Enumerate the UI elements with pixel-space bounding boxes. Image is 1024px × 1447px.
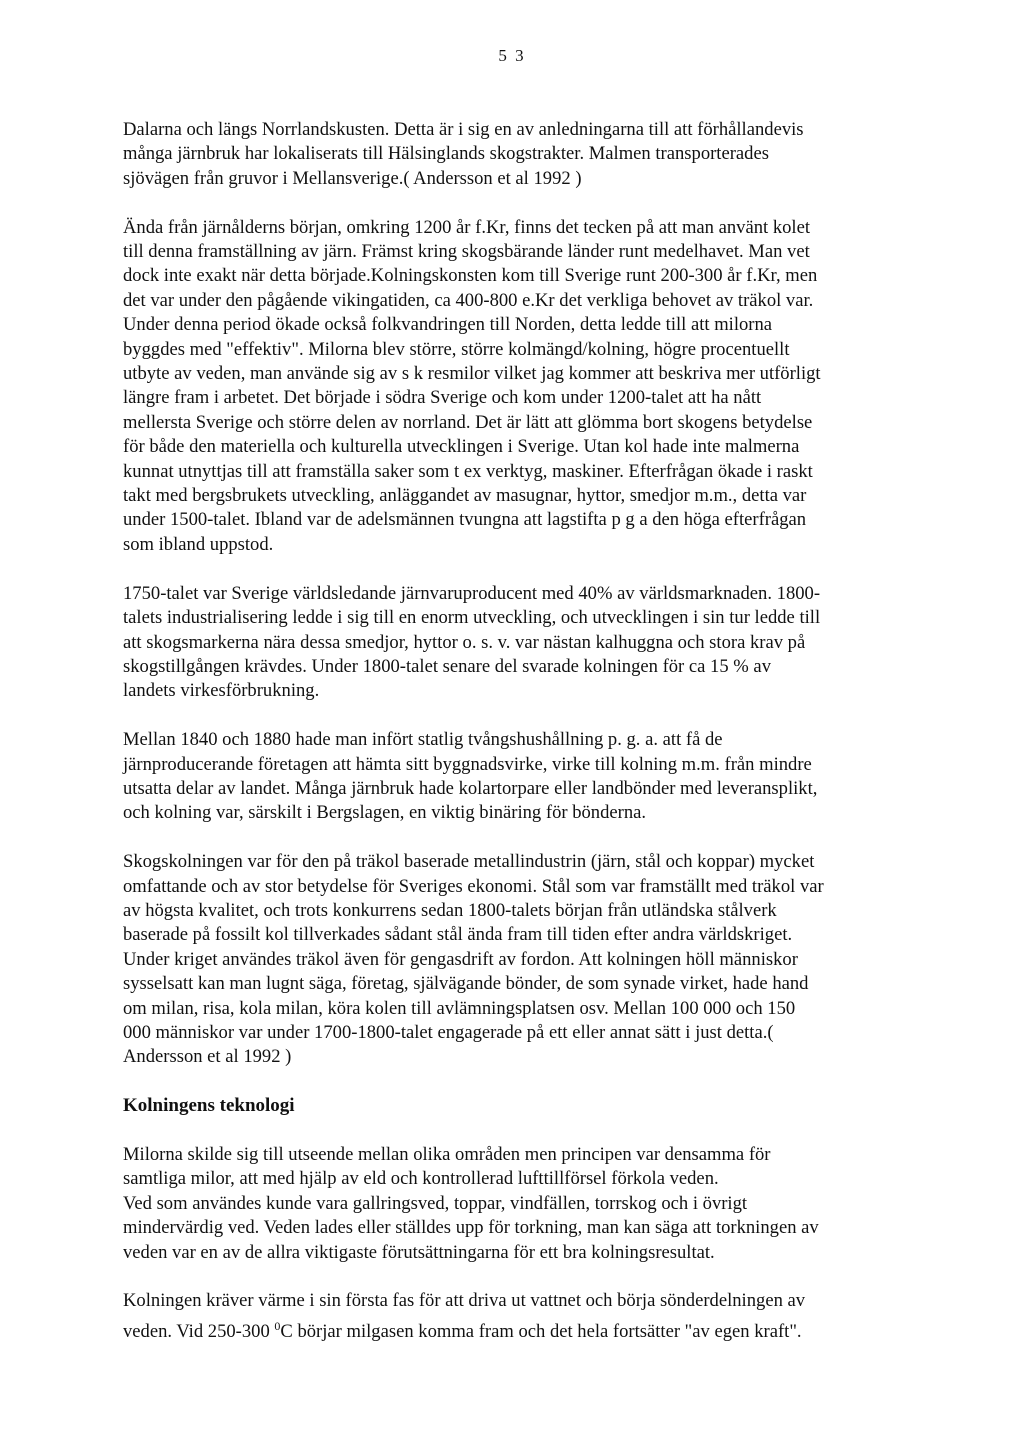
text-line: mindervärdig ved. Veden lades eller ställdes upp för torkning, man kan säga att torkningen av xyxy=(123,1217,819,1239)
text-line: kunnat utnyttjas till att framställa saker som t ex verktyg, maskiner. Efterfrågan ökade i raskt xyxy=(123,460,813,482)
text-line: Mellan 1840 och 1880 hade man infört statlig tvångshushållning p. g. a. att få de xyxy=(123,729,723,751)
paragraph-7 xyxy=(123,1289,913,1344)
text-line: att skogsmarkerna nära dessa smedjor, hyttor o. s. v. var nästan kalhuggna och stora krav på xyxy=(123,631,806,653)
text-line: utsatta delar av landet. Många järnbruk hade kolartorpare eller landbönder med leveransplikt, xyxy=(123,777,818,799)
text-line: dock inte exakt när detta började.Kolningskonsten kom till Sverige runt 200-300 år f.Kr, men xyxy=(123,265,818,287)
paragraph-1 xyxy=(123,118,913,191)
text-line: av högsta kvalitet, och trots konkurrens sedan 1800-talets början från utländska stålverk xyxy=(123,899,777,921)
text-line: byggdes med "effektiv". Milorna blev större, större kolmängd/kolning, högre procentuellt xyxy=(123,338,790,360)
text-line: mellersta Sverige och större delen av norrland. Det är lätt att glömma bort skogens betydelse xyxy=(123,411,813,433)
text-line: Andersson et al 1992 ) xyxy=(123,1046,292,1068)
text-line: landets virkesförbrukning. xyxy=(123,680,320,702)
text-line: talets industrialisering ledde i sig till en enorm utveckling, och utvecklingen i sin tur ledde till xyxy=(123,607,821,629)
degree-superscript: 0 xyxy=(274,1318,281,1333)
text-line: Milorna skilde sig till utseende mellan olika områden men principen var densamma för xyxy=(123,1143,771,1165)
text-line: samtliga milor, att med hjälp av eld och kontrollerad lufttillförsel förkola veden. xyxy=(123,1168,719,1190)
text-line: sysselsatt kan man lugnt säga, företag, självägande bönder, de som synade virket, hade hand xyxy=(123,973,809,995)
paragraph-4 xyxy=(123,728,913,826)
text-line: järnproducerande företagen att hämta sitt byggnadsvirke, virke till kolning m.m. från mindre xyxy=(123,753,812,775)
text-line: längre fram i arbetet. Det började i södra Sverige och kom under 1200-talet att ha nått xyxy=(123,387,762,409)
text-line: 1750-talet var Sverige världsledande järnvaruproducent med 40% av världsmarknaden. 1800- xyxy=(123,582,821,604)
document-body xyxy=(123,118,913,1369)
section-heading: Kolningens teknologi xyxy=(123,1095,295,1117)
text-line: Skogskolningen var för den på träkol baserade metallindustrin (järn, stål och koppar) mycket xyxy=(123,851,815,873)
text-fragment: C börjar milgasen komma fram och det hela fortsätter "av egen kraft". xyxy=(280,1320,802,1342)
text-line: omfattande och av stor betydelse för Sveriges ekonomi. Stål som var framställt med träkol var xyxy=(123,875,824,897)
text-line: Ved som användes kunde vara gallringsved, toppar, vindfällen, torrskog och i övrigt xyxy=(123,1192,748,1214)
text-fragment: veden. Vid 250-300 xyxy=(123,1320,275,1342)
text-line: under 1500-talet. Ibland var de adelsmännen tvungna att lagstifta p g a den höga efterfrågan xyxy=(123,509,807,531)
text-line: sjövägen från gruvor i Mellansverige.( Andersson et al 1992 ) xyxy=(123,167,582,189)
text-line: Ända från järnålderns början, omkring 1200 år f.Kr, finns det tecken på att man använt kolet xyxy=(123,216,810,238)
paragraph-5 xyxy=(123,850,913,1070)
text-line: som ibland uppstod. xyxy=(123,533,274,555)
text-line: och kolning var, särskilt i Bergslagen, en viktig binäring för bönderna. xyxy=(123,802,647,824)
text-line: 000 människor var under 1700-1800-talet engagerade på ett eller annat sätt i just detta.( xyxy=(123,1021,774,1043)
text-line: takt med bergsbrukets utveckling, anläggandet av masugnar, hyttor, smedjor m.m., detta var xyxy=(123,485,807,507)
text-line: Under denna period ökade också folkvandringen till Norden, detta ledde till att milorna xyxy=(123,314,773,336)
text-line: veden var en av de allra viktigaste förutsättningarna för ett bra kolningsresultat. xyxy=(123,1241,715,1263)
text-line: Under kriget användes träkol även för gengasdrift av fordon. Att kolningen höll människor xyxy=(123,948,798,970)
text-line: utbyte av veden, man använde sig av s k resmilor vilket jag kommer att beskriva mer utförligt xyxy=(123,363,821,385)
page-number: 5 3 xyxy=(498,46,526,65)
paragraph-6 xyxy=(123,1143,913,1265)
text-line: till denna framställning av järn. Främst kring skogsbärande länder runt medelhavet. Man vet xyxy=(123,241,810,263)
text-line: om milan, risa, kola milan, köra kolen till avlämningsplatsen osv. Mellan 100 000 och 150 xyxy=(123,997,796,1019)
text-line: det var under den pågående vikingatiden, ca 400-800 e.Kr det verkliga behovet av träkol var. xyxy=(123,289,814,311)
text-line: skogstillgången krävdes. Under 1800-talet senare del svarade kolningen för ca 15 % av xyxy=(123,655,771,677)
text-line: för både den materiella och kulturella utvecklingen i Sverige. Utan kol hade inte malmerna xyxy=(123,436,800,458)
text-line: baserade på fossilt kol tillverkades sådant stål ända fram till tiden efter andra världskriget. xyxy=(123,924,793,946)
text-line: Dalarna och längs Norrlandskusten. Detta är i sig en av anledningarna till att förhållandevis xyxy=(123,119,804,140)
text-line xyxy=(123,1314,913,1344)
text-line: Kolningen kräver värme i sin första fas för att driva ut vattnet och börja sönderdelningen av xyxy=(123,1290,806,1312)
text-line: många järnbruk har lokaliserats till Hälsinglands skogstrakter. Malmen transporterades xyxy=(123,143,769,165)
paragraph-3 xyxy=(123,582,913,704)
paragraph-2 xyxy=(123,216,913,558)
